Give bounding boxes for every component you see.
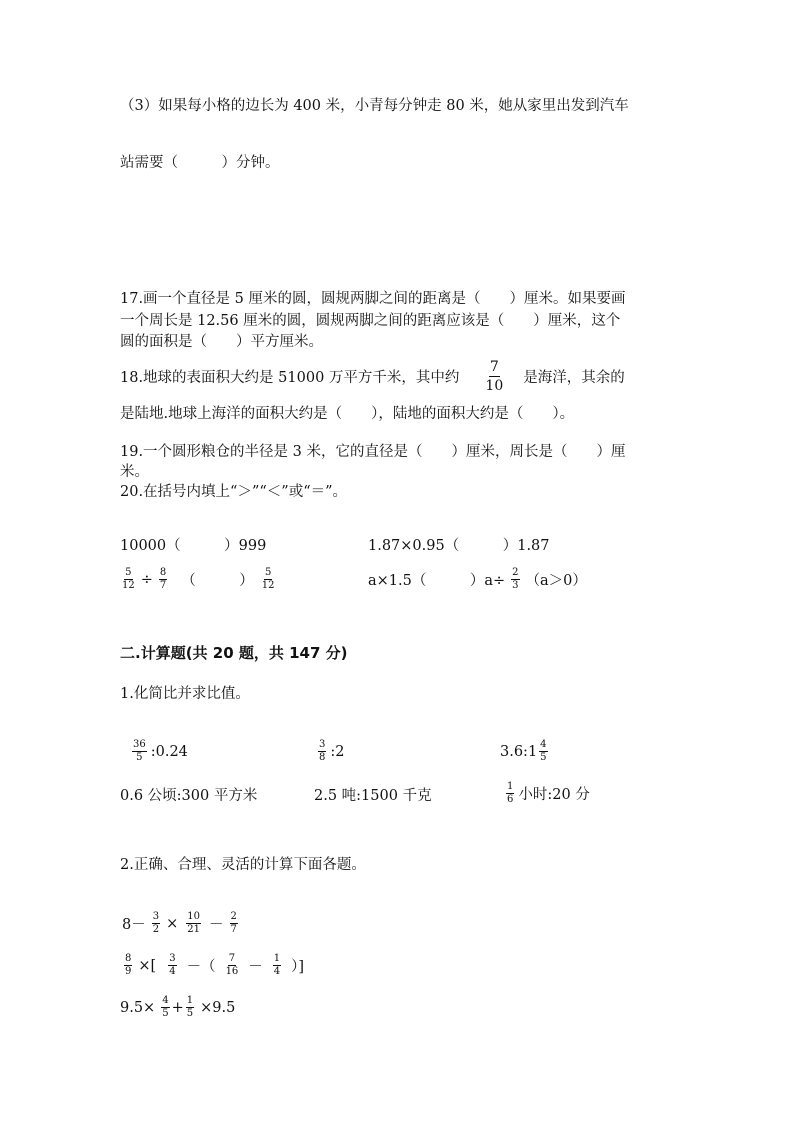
calc1-f-rest: 小时:20 分 [518,787,590,803]
calc2-title: 2.正确、合理、灵活的计算下面各题。 [120,857,366,873]
calc1-b-rest: :2 [330,743,345,760]
calc1-b-frac: $\frac{3}{8}$ [319,739,326,763]
calc1-title: 1.化简比并求比值。 [120,686,250,702]
q19-line2: 米。 [120,464,149,480]
calc2-e2-frac4: $\frac{1}{4}$ [273,953,281,977]
calc1-c-pre: 3.6:1 [500,743,538,760]
q20-line1: 20.在括号内填上“＞”“＜”或“＝”。 [120,484,348,500]
calc2-e3-post: ×9.5 [200,999,236,1016]
calc1-item-e: 2.5 吨:1500 千克 [314,788,432,804]
q17-line3: 圆的面积是（ ）平方厘米。 [120,334,323,350]
calc1-item-c [500,740,550,763]
calc1-a-rest: :0.24 [150,743,188,760]
calc1-item-b [316,740,345,763]
q20-c-divide: ÷ [140,571,153,588]
calc2-e3-plus: + [171,999,184,1016]
q18-line1 [120,360,625,393]
q16-3-line1: （3）如果每小格的边长为 400 米，小青每分钟走 80 米，她从家里出发到汽车 [120,98,629,114]
q20-c-frac3: $\frac{5}{12}$ [261,567,275,591]
calc2-e2-close: ）] [291,959,305,975]
q20-c-frac2: $\frac{8}{7}$ [159,567,167,591]
calc2-e3-pre: 9.5× [120,999,156,1016]
calc2-e2-frac3: $\frac{7}{16}$ [225,953,239,977]
calc2-e1-frac2: $\frac{10}{21}$ [187,911,200,935]
calc2-e2-frac2: $\frac{3}{4}$ [169,953,176,977]
calc2-e2-minus: － [248,959,263,975]
calc2-e3-frac2: $\frac{1}{5}$ [186,995,194,1019]
section-2-title: 二.计算题(共 20 题，共 147 分) [120,644,348,662]
calc2-e1-times: × [166,915,179,932]
q20-d-frac: $\frac{2}{3}$ [512,567,519,591]
q20-d-post: （a＞0） [525,573,587,589]
q18-frac-numerator: 7 [489,359,499,375]
q16-3-line2: 站需要（ ）分钟。 [120,155,280,171]
q18-fraction [485,360,503,393]
calc1-item-d: 0.6 公顷:300 平方米 [120,788,258,804]
calc1-item-f [504,782,590,805]
calc2-e3-frac1: $\frac{4}{5}$ [162,995,169,1019]
calc2-e2-open: ×[ [138,957,157,974]
calc1-c-frac: $\frac{4}{5}$ [540,739,547,763]
calc1-a-frac: $\frac{36}{5}$ [133,739,146,763]
q20-item-c [120,568,277,591]
calc2-e1-frac1: $\frac{3}{2}$ [152,911,160,935]
q20-item-b: 1.87×0.95（ ）1.87 [368,538,550,554]
calc2-expr-2 [122,954,304,977]
q20-item-d [368,568,587,591]
q18-frac-denominator: 10 [485,378,504,394]
calc2-expr-3 [120,996,235,1019]
q20-item-a: 10000（ ）999 [120,538,267,554]
calc2-e2-minus-paren: －（ [186,959,216,975]
q17-line2: 一个周长是 12.56 厘米的圆，圆规两脚之间的距离应该是（ ）厘米，这个 [120,313,621,329]
calc2-expr-1 [122,912,244,935]
q19-line1: 19.一个圆形粮仓的半径是 3 米，它的直径是（ ）厘米，周长是（ ）厘 [120,444,626,460]
calc1-f-frac: $\frac{1}{6}$ [507,781,514,805]
calc1-item-a [130,740,188,763]
calc2-e1-minus: － [209,917,224,933]
q20-c-frac1: $\frac{5}{12}$ [122,567,135,591]
calc2-e1-frac3: $\frac{2}{7}$ [230,911,237,935]
q18-line2: 是陆地.地球上海洋的面积大约是（ ），陆地的面积大约是（ ）。 [120,406,575,422]
q20-c-blank: （ ） [181,573,254,589]
calc2-e1-pre: 8－ [122,917,146,933]
q18-text-post: 是海洋，其余的 [523,370,625,386]
q18-text-pre: 18.地球的表面积大约是 51000 万平方千米，其中约 [120,370,460,386]
calc2-e2-frac1: $\frac{8}{9}$ [125,953,132,977]
q20-d-pre: a×1.5（ ）a÷ [368,573,506,589]
q17-line1: 17.画一个直径是 5 厘米的圆，圆规两脚之间的距离是（ ）厘米。如果要画 [120,291,626,307]
